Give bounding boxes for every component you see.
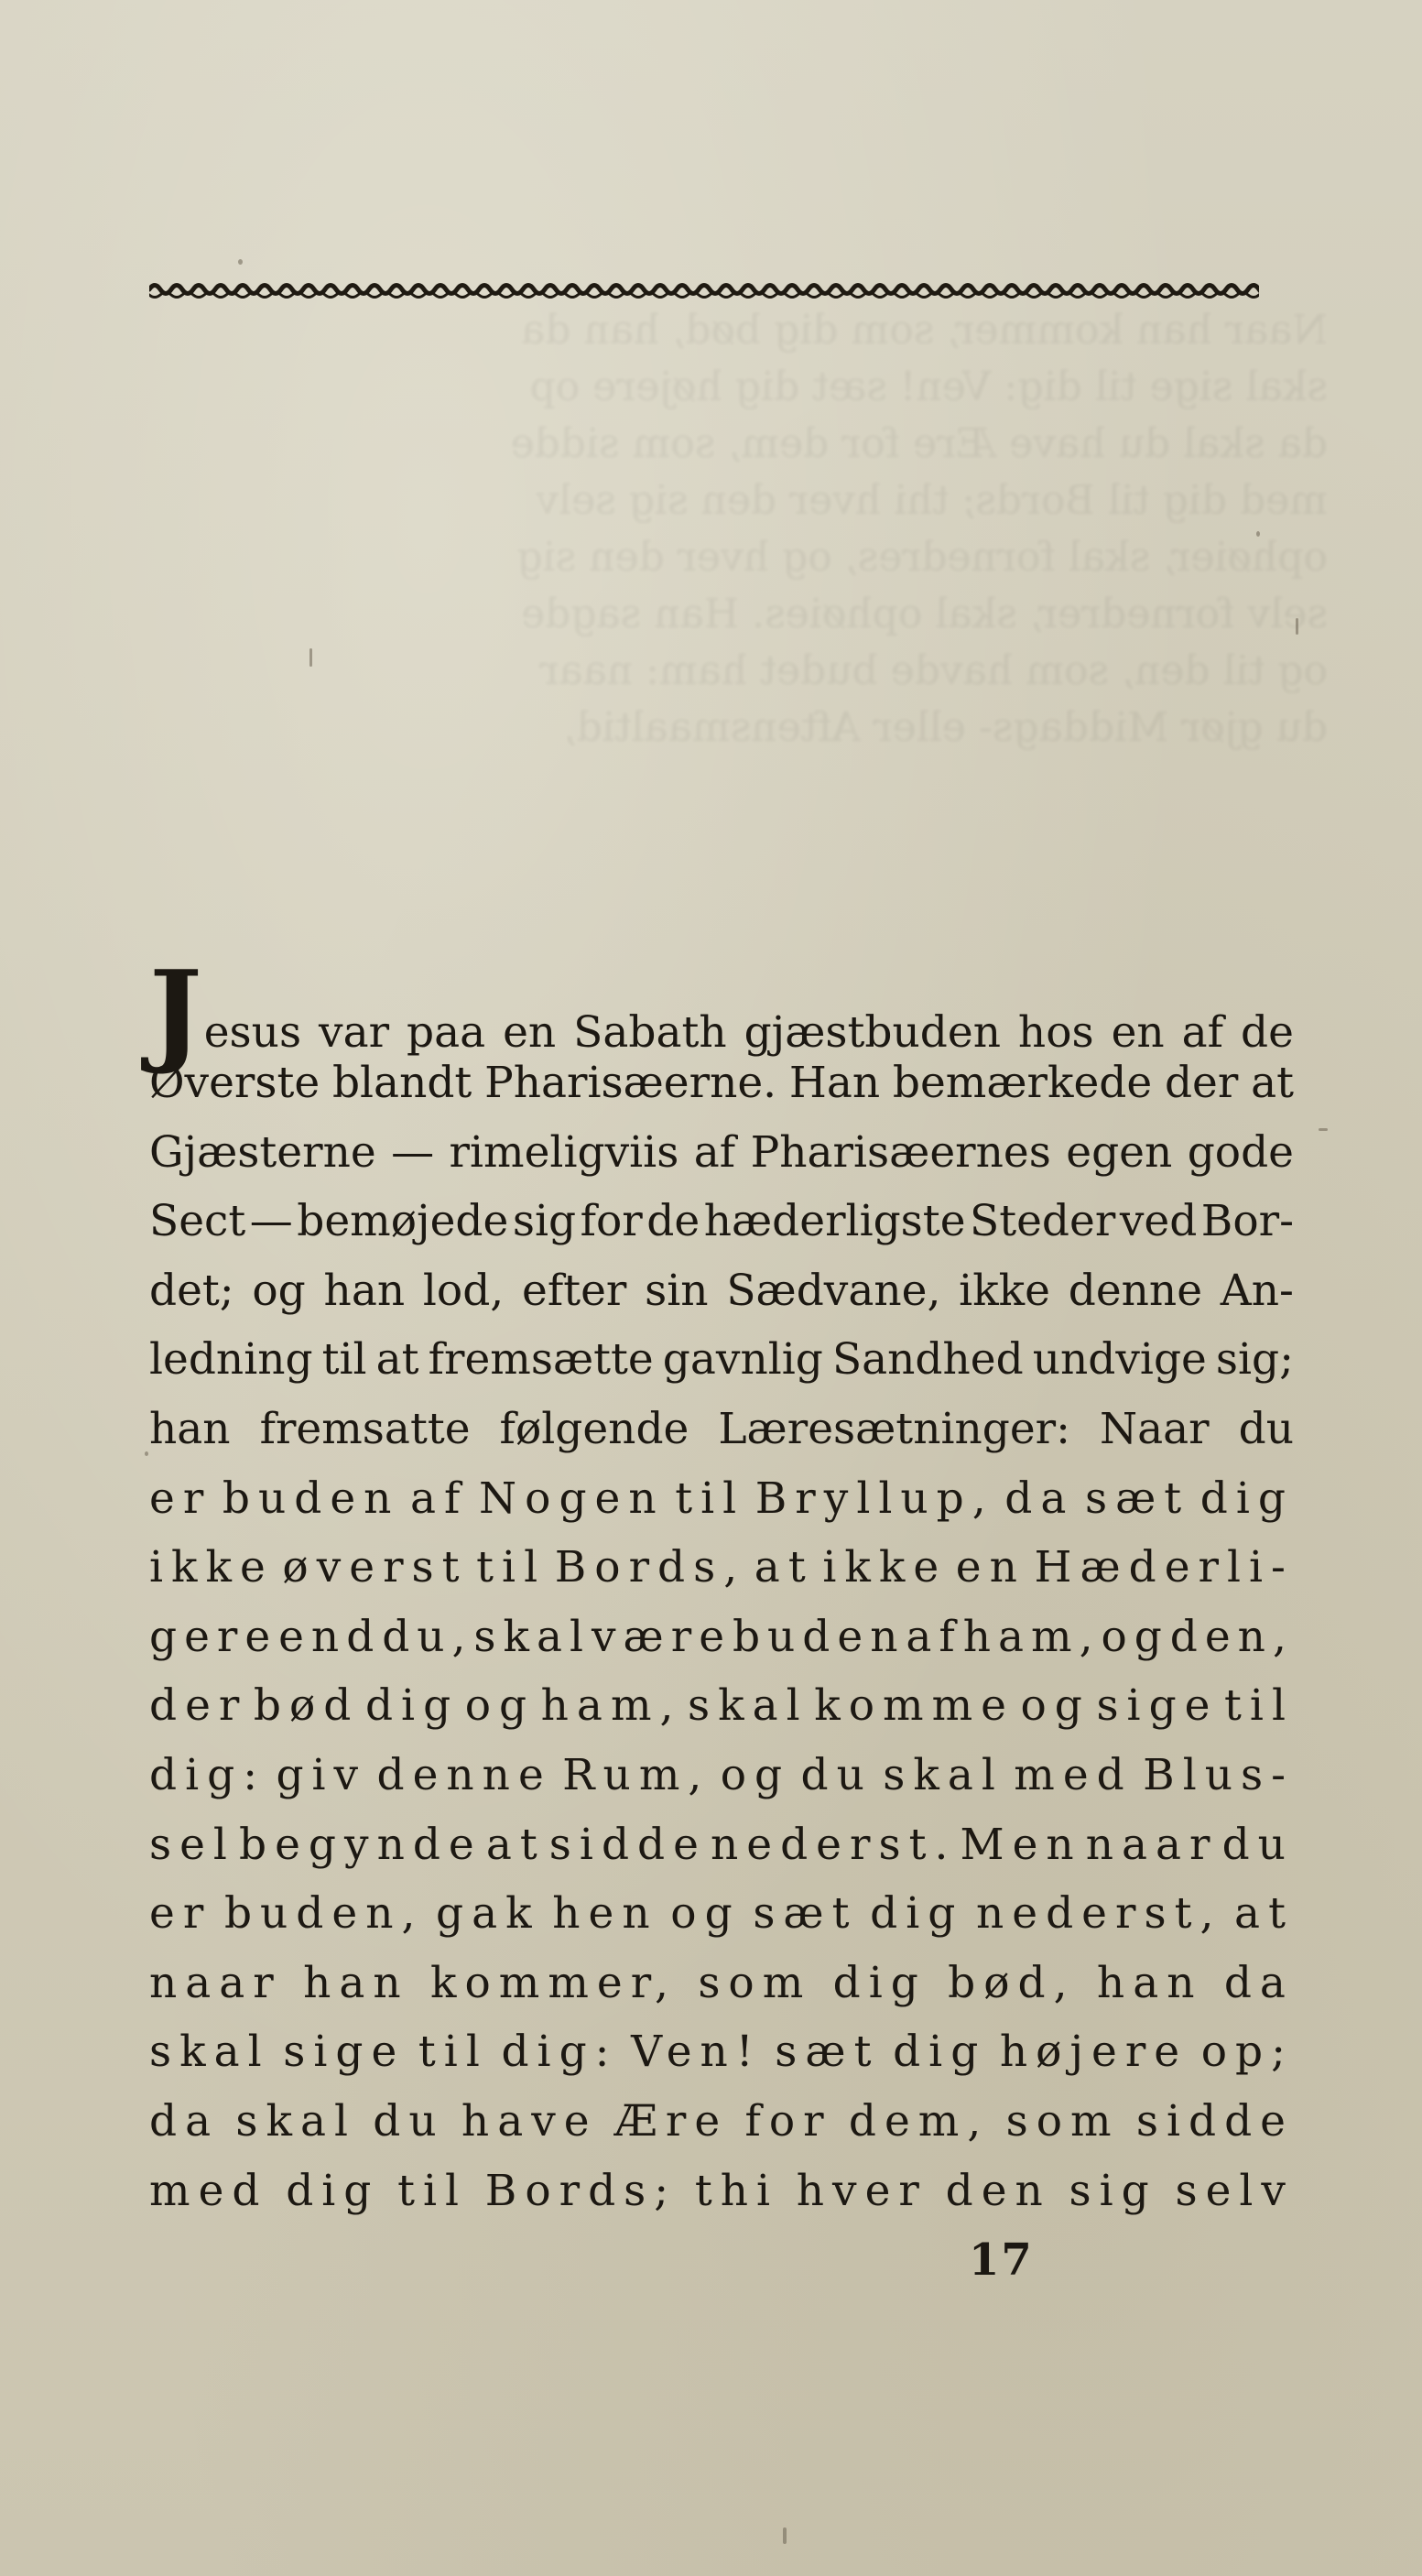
- word: fremsatte: [259, 1403, 471, 1454]
- word: dig: [870, 1888, 964, 1940]
- drop-cap: J: [149, 945, 202, 1077]
- word: ledning: [149, 1334, 313, 1386]
- word: da: [1004, 1473, 1075, 1524]
- word: for: [580, 1196, 643, 1247]
- word: —: [391, 1126, 435, 1178]
- word: Sect: [149, 1196, 246, 1247]
- word: ikke: [149, 1542, 274, 1593]
- word: begynde: [239, 1819, 483, 1870]
- word: Bor-: [1200, 1196, 1294, 1247]
- word: sig;: [1215, 1334, 1294, 1386]
- word: komme: [814, 1680, 1015, 1732]
- word: til: [397, 2165, 468, 2216]
- word: af: [906, 1611, 962, 1662]
- word: Pharisæerne.: [484, 1058, 777, 1108]
- word: dig: [832, 1957, 927, 2008]
- word: lod,: [422, 1265, 505, 1316]
- word: gere: [149, 1611, 278, 1662]
- word: at: [485, 1819, 546, 1870]
- word: Ære: [613, 2095, 729, 2147]
- word: til: [476, 1542, 547, 1593]
- word: dig:: [149, 1749, 266, 1800]
- word: være: [592, 1611, 733, 1662]
- word: paa: [407, 1007, 486, 1058]
- word: til: [321, 1334, 367, 1386]
- word: ham,: [962, 1611, 1101, 1662]
- text-line: [149, 1395, 1294, 1464]
- word: gjæstbuden: [744, 1007, 1001, 1058]
- word: dig: [286, 2165, 380, 2216]
- word: bød: [253, 1680, 360, 1732]
- text-line: [149, 945, 1294, 1077]
- word: sidde: [1135, 2095, 1294, 2147]
- word: sæt: [1084, 1473, 1190, 1524]
- word: øverst: [282, 1542, 468, 1593]
- word: en: [503, 1007, 557, 1058]
- word: have: [461, 2095, 598, 2147]
- word: naar: [149, 1957, 282, 2008]
- paper-speck: [1256, 531, 1260, 537]
- text-line: [149, 1464, 1294, 1534]
- word: denne: [1068, 1265, 1203, 1316]
- word: og: [464, 1680, 536, 1732]
- word: han: [149, 1403, 231, 1454]
- word: Han: [788, 1058, 881, 1108]
- word: dem,: [848, 2095, 990, 2147]
- word: Blus-: [1143, 1749, 1294, 1800]
- word: Sandhed: [831, 1334, 1024, 1386]
- word: blandt: [331, 1058, 472, 1108]
- word: med: [149, 2165, 268, 2216]
- text-line: [149, 1256, 1294, 1326]
- word: han: [323, 1265, 406, 1316]
- word: fremsætte: [428, 1334, 654, 1386]
- paper-speck: [1296, 618, 1298, 635]
- word: Læresætninger:: [718, 1403, 1070, 1454]
- word: An-: [1220, 1265, 1294, 1316]
- word: ham,: [540, 1680, 682, 1732]
- word: den: [945, 2165, 1051, 2216]
- ornament-rule-icon: [149, 275, 1259, 304]
- word: han: [1096, 1957, 1203, 2008]
- word: er: [149, 1473, 212, 1524]
- word: naar: [1085, 1819, 1219, 1870]
- paper-speck: [1319, 1128, 1328, 1131]
- word: dig:: [501, 2027, 618, 2078]
- word: ikke: [822, 1542, 948, 1593]
- word: skal: [149, 2027, 270, 2078]
- word: end: [278, 1611, 382, 1662]
- word: du: [1238, 1403, 1294, 1454]
- word: Sædvane,: [726, 1265, 941, 1316]
- word: dig: [893, 2027, 987, 2078]
- word: du: [800, 1749, 873, 1800]
- word: op;: [1200, 2027, 1294, 2078]
- text-line: [149, 1533, 1294, 1603]
- word: da: [149, 2095, 220, 2147]
- word: hver: [796, 2165, 928, 2216]
- word: og: [1101, 1611, 1169, 1662]
- word: Sabath: [573, 1007, 727, 1058]
- word: bemærkede: [892, 1058, 1153, 1108]
- word: for: [744, 2095, 832, 2147]
- text-line: [149, 1671, 1294, 1741]
- word: sel: [149, 1819, 235, 1870]
- word: nederst,: [976, 1888, 1222, 1940]
- word: rimeligviis: [449, 1126, 679, 1178]
- word: selv: [1175, 2165, 1294, 2216]
- word: egen: [1066, 1126, 1173, 1178]
- word: Bords;: [484, 2165, 678, 2216]
- word: sin: [645, 1265, 709, 1316]
- text-line: [149, 1325, 1294, 1395]
- word: og: [252, 1265, 306, 1316]
- word: dig: [1199, 1473, 1294, 1524]
- word: Ven!: [631, 2027, 762, 2078]
- text-line: [149, 1810, 1294, 1880]
- paper-speck: [238, 259, 243, 265]
- word: ikke: [959, 1265, 1050, 1316]
- word: Rum,: [562, 1749, 711, 1800]
- word: som: [698, 1957, 812, 2008]
- word: der: [1164, 1058, 1239, 1108]
- word: du: [1221, 1819, 1294, 1870]
- word: thi: [694, 2165, 779, 2216]
- word: og: [720, 1749, 791, 1800]
- word: følgende: [499, 1403, 689, 1454]
- word: højere: [999, 2027, 1189, 2078]
- word: sidde: [548, 1819, 707, 1870]
- paper-speck: [783, 2527, 787, 2544]
- body-text: [149, 945, 1294, 2225]
- word: bemøjede: [297, 1196, 509, 1247]
- word: gak: [436, 1888, 540, 1940]
- word: skal: [688, 1680, 809, 1732]
- text-line: [149, 2087, 1294, 2157]
- word: denne: [376, 1749, 552, 1800]
- word: de: [646, 1196, 700, 1247]
- word: hen: [552, 1888, 658, 1940]
- word: at: [375, 1334, 419, 1386]
- word: giv: [276, 1749, 367, 1800]
- word: han: [303, 1957, 409, 2008]
- word: af: [410, 1473, 469, 1524]
- word: hos: [1017, 1007, 1094, 1058]
- word: buden: [732, 1611, 906, 1662]
- word: var: [319, 1007, 390, 1058]
- text-line: [149, 1603, 1294, 1672]
- paper-speck: [145, 1451, 148, 1456]
- word: buden,: [223, 1888, 424, 1940]
- word: med: [1014, 1749, 1133, 1800]
- word: sæt: [753, 1888, 858, 1940]
- word: at: [754, 1542, 814, 1593]
- word: Naar: [1099, 1403, 1210, 1454]
- word: ved: [1119, 1196, 1198, 1247]
- word: Bords,: [554, 1542, 746, 1593]
- word: gavnlig: [662, 1334, 823, 1386]
- word: Gjæsterne: [149, 1126, 376, 1178]
- word: at: [1234, 1888, 1294, 1940]
- word: Pharisæernes: [750, 1126, 1051, 1178]
- word: der: [149, 1680, 248, 1732]
- word: dig: [364, 1680, 460, 1732]
- word: en: [1111, 1007, 1165, 1058]
- word: de: [1240, 1007, 1294, 1058]
- word: Steder: [970, 1196, 1116, 1247]
- word: det;: [149, 1265, 234, 1316]
- word: buden: [222, 1473, 400, 1524]
- page-number: 17: [969, 2234, 1034, 2286]
- text-line: [149, 1118, 1294, 1188]
- reverse-page-show-through: Naar han kommer, som dig bød, han da skal sige til dig: Ven! sæt dig højere op da skal du have Ære for dem, som sidde med dig til Bords; thi hver den sig selv ophøier, skal fornedres, og hver den sig selv fornedrer, skal ophøies. Han sagde og til den, som havde budet ham: naar du gjør Middags- eller Aftensmaaltid,: [510, 307, 1328, 751]
- word: af: [1181, 1007, 1224, 1058]
- word: Hæderli-: [1034, 1542, 1294, 1593]
- word: efter: [522, 1265, 627, 1316]
- word: —: [249, 1196, 293, 1247]
- word: sæt: [775, 2027, 880, 2078]
- word: Men: [960, 1819, 1082, 1870]
- word: du: [373, 2095, 445, 2147]
- word: er: [149, 1888, 212, 1940]
- text-line: [149, 1879, 1294, 1949]
- word: at: [1251, 1058, 1294, 1108]
- word: skal: [883, 1749, 1004, 1800]
- word: sig: [1069, 2165, 1157, 2216]
- word: og: [1020, 1680, 1091, 1732]
- paper-speck: [309, 648, 312, 667]
- word: og: [670, 1888, 741, 1940]
- word: sige: [1096, 1680, 1219, 1732]
- word: til: [675, 1473, 745, 1524]
- word: af: [693, 1126, 736, 1178]
- word: bød,: [948, 1957, 1076, 2008]
- word: en: [955, 1542, 1026, 1593]
- text-line: [149, 2157, 1294, 2226]
- word: Øverste: [149, 1058, 320, 1108]
- word: skal: [473, 1611, 592, 1662]
- text-line: [149, 2017, 1294, 2087]
- word: nederst.: [711, 1819, 957, 1870]
- text-line: [149, 1949, 1294, 2018]
- word: da: [1223, 1957, 1294, 2008]
- word: sig: [512, 1196, 577, 1247]
- word: den,: [1169, 1611, 1294, 1662]
- word: kommer,: [430, 1957, 677, 2008]
- word: til: [1224, 1680, 1294, 1732]
- word: som: [1005, 2095, 1120, 2147]
- word: Nogen: [479, 1473, 665, 1524]
- word: sige: [283, 2027, 406, 2078]
- word: du,: [382, 1611, 473, 1662]
- text-line: [149, 1187, 1294, 1256]
- word: hæderligste: [703, 1196, 966, 1247]
- word: gode: [1187, 1126, 1294, 1178]
- word: undvige: [1032, 1334, 1207, 1386]
- word: skal: [235, 2095, 357, 2147]
- text-line: [149, 1741, 1294, 1810]
- word: til: [418, 2027, 488, 2078]
- word: Jesus: [149, 945, 302, 1077]
- word: Bryllup,: [754, 1473, 994, 1524]
